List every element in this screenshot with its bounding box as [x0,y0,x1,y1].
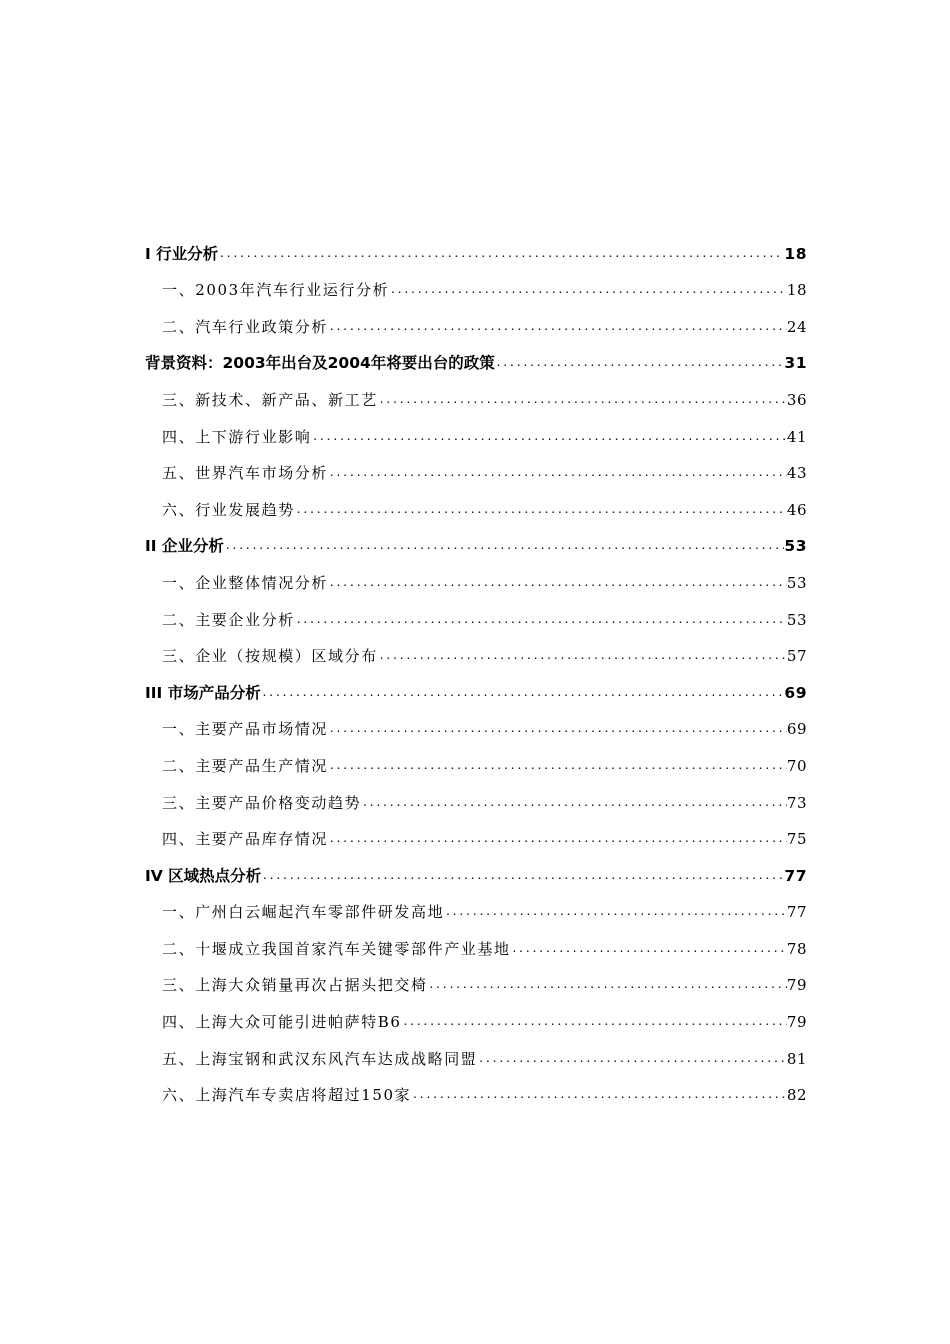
toc-entry-page: 18 [784,244,807,263]
toc-entry-title: 背景资料：2003年出台及2004年将要出台的政策 [145,354,495,373]
toc-entry-page: 77 [784,866,807,885]
toc-entry-title: I 行业分析 [145,244,219,263]
toc-entry-title: 五、上海宝钢和武汉东风汽车达成战略同盟 [162,1049,478,1068]
toc-entry-title: 三、上海大众销量再次占据头把交椅 [162,976,428,995]
toc-entry-subsection[interactable] [145,410,807,447]
table-of-contents [145,227,807,1105]
toc-entry-subsection[interactable] [145,995,807,1032]
toc-entry-title: 三、企业（按规模）区域分布 [162,647,378,666]
toc-entry-page: 69 [786,720,807,739]
toc-entry-title: 二、十堰成立我国首家汽车关键零部件产业基地 [162,939,511,958]
toc-entry-title: 五、世界汽车市场分析 [162,464,329,483]
toc-leader-dots [411,1085,787,1105]
toc-entry-section[interactable] [145,227,807,264]
toc-entry-page: 75 [786,830,807,849]
toc-entry-page: 36 [786,390,807,409]
toc-leader-dots [389,280,787,300]
toc-entry-subsection[interactable] [145,483,807,520]
toc-entry-title: IV 区域热点分析 [145,866,262,885]
toc-leader-dots [402,1012,787,1032]
toc-entry-page: 41 [786,427,807,446]
toc-entry-title: 二、汽车行业政策分析 [162,317,329,336]
toc-leader-dots [328,829,787,849]
toc-entry-title: 六、上海汽车专卖店将超过150家 [162,1086,412,1105]
toc-entry-subsection[interactable] [145,886,807,923]
toc-leader-dots [328,573,787,593]
toc-leader-dots [361,793,787,813]
toc-leader-dots [511,939,787,959]
toc-leader-dots [295,500,787,520]
toc-leader-dots [428,975,787,995]
toc-leader-dots [378,390,787,410]
toc-leader-dots [477,1049,787,1069]
toc-entry-page: 18 [786,281,807,300]
toc-leader-dots [328,463,787,483]
toc-entry-subsection[interactable] [145,739,807,776]
toc-leader-dots [495,353,785,373]
toc-entry-page: 46 [786,500,807,519]
toc-entry-title: III 市场产品分析 [145,683,261,702]
toc-leader-dots [295,610,787,630]
toc-entry-subsection[interactable] [145,556,807,593]
toc-entry-page: 79 [786,1013,807,1032]
toc-entry-subsection[interactable] [145,1069,807,1106]
toc-entry-subsection[interactable] [145,776,807,813]
toc-entry-page: 70 [786,756,807,775]
toc-leader-dots [444,902,787,922]
toc-entry-page: 53 [784,537,807,556]
toc-entry-section[interactable] [145,337,807,374]
toc-entry-page: 78 [786,939,807,958]
toc-entry-title: 二、主要企业分析 [162,610,295,629]
toc-entry-section[interactable] [145,849,807,886]
toc-entry-title: 一、主要产品市场情况 [162,720,329,739]
toc-leader-dots [218,244,784,264]
toc-entry-title: 四、主要产品库存情况 [162,830,329,849]
toc-entry-page: 79 [786,976,807,995]
toc-entry-subsection[interactable] [145,922,807,959]
toc-entry-section[interactable] [145,666,807,703]
toc-entry-subsection[interactable] [145,264,807,301]
toc-entry-page: 31 [784,354,807,373]
toc-entry-title: 一、2003年汽车行业运行分析 [162,281,390,300]
toc-entry-page: 82 [786,1086,807,1105]
toc-entry-title: 四、上海大众可能引进帕萨特B6 [162,1013,402,1032]
toc-entry-subsection[interactable] [145,1032,807,1069]
toc-entry-page: 24 [786,317,807,336]
toc-entry-title: 一、企业整体情况分析 [162,573,329,592]
toc-entry-subsection[interactable] [145,300,807,337]
toc-entry-page: 69 [784,683,807,702]
toc-entry-page: 53 [786,610,807,629]
toc-leader-dots [261,683,785,703]
toc-entry-subsection[interactable] [145,447,807,484]
toc-entry-title: 三、新技术、新产品、新工艺 [162,390,378,409]
toc-entry-page: 53 [786,573,807,592]
toc-entry-title: 二、主要产品生产情况 [162,756,329,775]
toc-entry-page: 43 [786,464,807,483]
toc-leader-dots [328,317,787,337]
toc-entry-page: 57 [786,647,807,666]
toc-entry-title: 四、上下游行业影响 [162,427,312,446]
toc-leader-dots [311,427,787,447]
toc-entry-title: II 企业分析 [145,537,224,556]
toc-entry-title: 一、广州白云崛起汽车零部件研发高地 [162,903,445,922]
toc-leader-dots [328,719,787,739]
toc-entry-page: 73 [786,793,807,812]
toc-leader-dots [328,756,787,776]
toc-entry-subsection[interactable] [145,703,807,740]
toc-leader-dots [378,646,787,666]
toc-entry-title: 六、行业发展趋势 [162,500,295,519]
toc-entry-page: 81 [786,1049,807,1068]
toc-entry-subsection[interactable] [145,373,807,410]
toc-entry-subsection[interactable] [145,593,807,630]
toc-leader-dots [224,536,784,556]
toc-entry-subsection[interactable] [145,813,807,850]
toc-entry-subsection[interactable] [145,630,807,667]
toc-entry-subsection[interactable] [145,959,807,996]
toc-entry-page: 77 [786,903,807,922]
toc-entry-title: 三、主要产品价格变动趋势 [162,793,362,812]
toc-leader-dots [261,866,784,886]
toc-entry-section[interactable] [145,520,807,557]
